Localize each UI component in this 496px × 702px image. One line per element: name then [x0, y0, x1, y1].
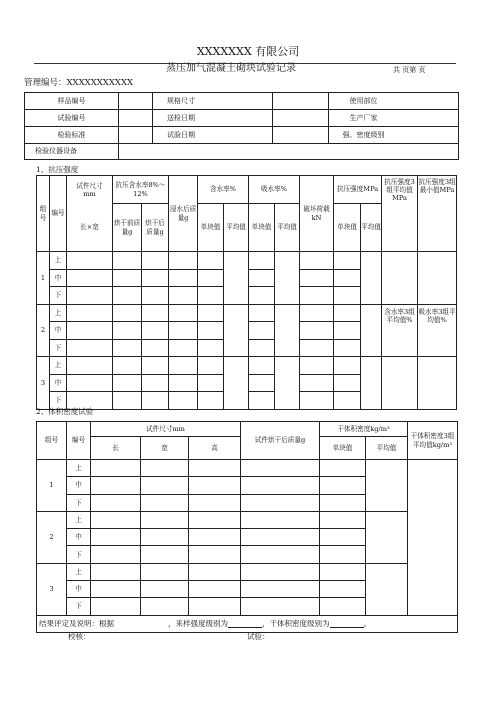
cell[interactable] — [300, 304, 334, 322]
position-middle: 中 — [67, 581, 91, 598]
cell[interactable] — [249, 374, 275, 392]
cell[interactable] — [249, 357, 275, 375]
cell[interactable] — [142, 374, 169, 392]
cell[interactable] — [300, 357, 334, 375]
cell[interactable] — [142, 287, 169, 305]
position-middle: 中 — [67, 529, 91, 546]
col-density-avg3: 干体积密度3组平均值kg/m³ — [408, 422, 458, 460]
position-top: 上 — [67, 563, 91, 580]
col-strength-single: 单块值 — [334, 204, 361, 252]
cell[interactable] — [113, 304, 142, 322]
water-avg3-label: 含水率3组平均值% — [382, 304, 418, 357]
cell[interactable] — [334, 374, 361, 392]
position-bottom: 下 — [50, 287, 67, 305]
cell[interactable] — [67, 374, 113, 392]
group-1-label: 1 — [37, 460, 67, 512]
cell[interactable] — [67, 339, 113, 357]
conclusion-text-4: 。 — [363, 618, 371, 628]
col-before-dry: 烘干前质量g — [113, 204, 142, 252]
cell[interactable] — [113, 392, 142, 410]
position-bottom: 下 — [50, 339, 67, 357]
group-2-label: 2 — [37, 304, 50, 357]
cell[interactable] — [300, 252, 334, 270]
col-strength: 抗压强度MPa — [334, 176, 382, 204]
col-failure-load: 破坏荷载kN — [300, 176, 334, 252]
cell[interactable] — [198, 357, 224, 375]
cell[interactable] — [198, 252, 224, 270]
checker-label: 校核： — [68, 632, 91, 641]
group-3-label: 3 — [37, 357, 50, 410]
cell[interactable] — [142, 252, 169, 270]
cell[interactable] — [334, 357, 361, 375]
cell[interactable] — [198, 287, 224, 305]
col-moisture: 抗压含水率8%～12% — [113, 176, 169, 204]
cell[interactable] — [189, 598, 241, 615]
cell[interactable] — [169, 357, 198, 375]
cell[interactable] — [320, 511, 366, 528]
col-size: 试件尺寸mm — [91, 422, 241, 437]
cell[interactable] — [320, 494, 366, 511]
cell[interactable] — [189, 477, 241, 494]
compressive-strength-table — [36, 175, 457, 410]
cell[interactable] — [249, 322, 275, 340]
cell[interactable] — [241, 546, 320, 563]
cell[interactable] — [275, 252, 300, 305]
cell[interactable] — [249, 252, 275, 270]
cell[interactable] — [141, 581, 189, 598]
cell[interactable] — [249, 392, 275, 410]
group-1-label: 1 — [37, 252, 50, 305]
absorb-avg3-label: 吸水率3组平均值% — [418, 304, 457, 357]
cell[interactable] — [113, 374, 142, 392]
tester-label: 试验： — [247, 632, 270, 641]
cell[interactable] — [320, 581, 366, 598]
management-number: 管理编号：XXXXXXXXXXX — [24, 78, 134, 88]
cell[interactable] — [189, 494, 241, 511]
send-date-label: 送检日期 — [153, 110, 273, 127]
cell[interactable] — [334, 392, 361, 410]
cell[interactable] — [189, 581, 241, 598]
cell[interactable] — [320, 598, 366, 615]
cell[interactable] — [142, 269, 169, 287]
cell[interactable] — [249, 304, 275, 322]
cell[interactable] — [91, 598, 141, 615]
position-top: 上 — [67, 460, 91, 477]
cell[interactable] — [300, 287, 334, 305]
cell[interactable] — [142, 339, 169, 357]
cell[interactable] — [142, 304, 169, 322]
position-middle: 中 — [50, 374, 67, 392]
cell[interactable] — [189, 546, 241, 563]
cell[interactable] — [382, 357, 418, 410]
col-absorb-avg: 平均值 — [275, 204, 300, 252]
cell[interactable] — [275, 304, 300, 357]
cell[interactable] — [189, 460, 241, 477]
strength-grade-field[interactable] — [228, 619, 262, 628]
group-2-label: 2 — [37, 511, 67, 563]
conclusion-row — [37, 615, 458, 632]
position-bottom: 下 — [67, 546, 91, 563]
cell[interactable] — [67, 322, 113, 340]
cell[interactable] — [320, 563, 366, 580]
col-water-single: 单块值 — [198, 204, 224, 252]
cell[interactable] — [320, 460, 366, 477]
cell[interactable] — [141, 511, 189, 528]
cell[interactable] — [198, 304, 224, 322]
cell[interactable] — [113, 322, 142, 340]
cell[interactable] — [142, 357, 169, 375]
cell[interactable] — [67, 252, 113, 270]
cell[interactable] — [300, 374, 334, 392]
instrument-value[interactable] — [119, 144, 459, 160]
info-table — [24, 92, 459, 160]
cell[interactable] — [169, 287, 198, 305]
col-strength-avg: 平均值 — [361, 204, 382, 252]
cell[interactable] — [320, 477, 366, 494]
grade-label: 强、密度级别 — [329, 127, 459, 144]
basis-value[interactable] — [119, 127, 153, 144]
col-absorb-single: 单块值 — [249, 204, 275, 252]
cell[interactable] — [334, 287, 361, 305]
cell[interactable] — [361, 304, 382, 357]
col-water-avg: 平均值 — [224, 204, 249, 252]
cell[interactable] — [241, 598, 320, 615]
test-no-value[interactable] — [119, 110, 153, 127]
col-number: 编号 — [50, 176, 67, 252]
cell[interactable] — [241, 477, 320, 494]
col-density-single: 单块值 — [320, 437, 366, 460]
cell[interactable] — [334, 339, 361, 357]
cell[interactable] — [361, 252, 382, 305]
test-date-label: 试验日期 — [153, 127, 273, 144]
col-group: 组号 — [37, 176, 50, 252]
cell[interactable] — [300, 322, 334, 340]
cell[interactable] — [189, 529, 241, 546]
cell[interactable] — [169, 322, 198, 340]
cell[interactable] — [198, 269, 224, 287]
basis-label: 检验标准 — [25, 127, 119, 144]
density-table — [36, 421, 458, 633]
cell[interactable] — [141, 460, 189, 477]
conclusion-text-1: 结果评定及说明：根据 — [39, 618, 114, 628]
spec-value[interactable] — [273, 93, 329, 110]
cell[interactable] — [320, 546, 366, 563]
section1-title: 1、抗压强度 — [36, 165, 79, 174]
cell[interactable] — [91, 494, 141, 511]
conclusion-text-2: ，来样强度级别为 — [168, 618, 228, 628]
cell[interactable] — [300, 269, 334, 287]
test-no-label: 试验编号 — [25, 110, 119, 127]
cell[interactable] — [224, 304, 249, 357]
cell[interactable] — [91, 511, 141, 528]
cell[interactable] — [241, 460, 320, 477]
cell[interactable] — [141, 529, 189, 546]
cell[interactable] — [113, 357, 142, 375]
company-name: XXXXXXX 有限公司 — [196, 45, 300, 58]
col-water-content: 含水率% — [198, 176, 249, 204]
cell[interactable] — [241, 581, 320, 598]
cell[interactable] — [113, 339, 142, 357]
cell[interactable] — [408, 460, 458, 616]
cell[interactable] — [91, 460, 141, 477]
cell[interactable] — [169, 304, 198, 322]
cell[interactable] — [198, 374, 224, 392]
position-bottom: 下 — [50, 392, 67, 410]
cell[interactable] — [91, 529, 141, 546]
section2-title: 2、体积密度试验 — [36, 407, 94, 416]
cell[interactable] — [361, 357, 382, 410]
cell[interactable] — [189, 511, 241, 528]
cell[interactable] — [224, 357, 249, 410]
test-date-value[interactable] — [273, 127, 329, 144]
instrument-label: 检验仪器设备 — [25, 144, 119, 160]
cell[interactable] — [67, 304, 113, 322]
cell[interactable] — [169, 252, 198, 270]
unit-label: 使用部位 — [329, 93, 459, 110]
cell[interactable] — [113, 269, 142, 287]
spec-label: 规格尺寸 — [153, 93, 273, 110]
cell[interactable] — [366, 511, 408, 563]
col-number: 编号 — [67, 422, 91, 460]
cell[interactable] — [91, 477, 141, 494]
cell[interactable] — [91, 563, 141, 580]
cell[interactable] — [224, 252, 249, 305]
maker-label: 生产厂家 — [329, 110, 459, 127]
position-top: 上 — [50, 252, 67, 270]
col-absorption: 吸水率% — [249, 176, 300, 204]
cell[interactable] — [113, 252, 142, 270]
document-title: 蒸压加气混凝土砌块试验记录 — [166, 63, 296, 74]
cell[interactable] — [418, 252, 457, 305]
cell[interactable] — [275, 357, 300, 410]
title-rule — [34, 63, 456, 64]
cell[interactable] — [334, 269, 361, 287]
col-dry-mass: 试件烘干后质量g — [241, 422, 320, 460]
cell[interactable] — [141, 546, 189, 563]
cell[interactable] — [418, 357, 457, 410]
cell[interactable] — [334, 304, 361, 322]
density-grade-field[interactable] — [330, 619, 364, 628]
cell[interactable] — [300, 392, 334, 410]
cell[interactable] — [169, 392, 198, 410]
cell[interactable] — [249, 269, 275, 287]
cell[interactable] — [198, 322, 224, 340]
position-top: 上 — [50, 304, 67, 322]
cell[interactable] — [91, 546, 141, 563]
cell[interactable] — [169, 269, 198, 287]
position-bottom: 下 — [67, 494, 91, 511]
cell[interactable] — [249, 339, 275, 357]
conclusion-text-3: ，干体积密度级别为 — [262, 618, 330, 628]
col-density-avg: 平均值 — [366, 437, 408, 460]
cell[interactable] — [91, 581, 141, 598]
cell[interactable] — [241, 511, 320, 528]
position-top: 上 — [67, 511, 91, 528]
col-size: 试件尺寸mm — [67, 176, 113, 204]
col-group: 组号 — [37, 422, 67, 460]
position-middle: 中 — [50, 322, 67, 340]
cell[interactable] — [198, 339, 224, 357]
position-middle: 中 — [50, 269, 67, 287]
cell[interactable] — [198, 392, 224, 410]
cell[interactable] — [67, 357, 113, 375]
cell[interactable] — [141, 598, 189, 615]
cell[interactable] — [169, 339, 198, 357]
page-info: 共 页第 页 — [393, 66, 426, 74]
group-3-label: 3 — [37, 563, 67, 615]
sample-no-label: 样品编号 — [25, 93, 119, 110]
position-middle: 中 — [67, 477, 91, 494]
sample-no-value[interactable] — [119, 93, 153, 110]
col-size-lxw: 长×宽 — [67, 204, 113, 252]
col-length: 长 — [91, 437, 141, 460]
cell[interactable] — [320, 529, 366, 546]
col-avg-strength: 抗压强度3组平均值MPa — [382, 176, 418, 252]
col-min-strength: 抗压强度3组最小值MPa — [418, 176, 457, 252]
cell[interactable] — [67, 269, 113, 287]
col-height: 高 — [189, 437, 241, 460]
cell[interactable] — [189, 563, 241, 580]
cell[interactable] — [141, 494, 189, 511]
col-after-dry: 烘干后质量g — [142, 204, 169, 252]
cell[interactable] — [300, 339, 334, 357]
send-date-value[interactable] — [273, 110, 329, 127]
cell[interactable] — [366, 460, 408, 512]
cell[interactable] — [334, 322, 361, 340]
cell[interactable] — [241, 563, 320, 580]
cell[interactable] — [334, 252, 361, 270]
cell[interactable] — [249, 287, 275, 305]
cell[interactable] — [141, 477, 189, 494]
cell[interactable] — [67, 287, 113, 305]
cell[interactable] — [169, 374, 198, 392]
col-width: 宽 — [141, 437, 189, 460]
cell[interactable] — [142, 392, 169, 410]
cell[interactable] — [382, 252, 418, 305]
cell[interactable] — [366, 563, 408, 615]
cell[interactable] — [241, 494, 320, 511]
cell[interactable] — [141, 563, 189, 580]
position-bottom: 下 — [67, 598, 91, 615]
cell[interactable] — [241, 529, 320, 546]
cell[interactable] — [113, 287, 142, 305]
cell[interactable] — [142, 322, 169, 340]
col-density: 干体积密度kg/m³ — [320, 422, 408, 437]
position-top: 上 — [50, 357, 67, 375]
col-soaked-mass: 浸水后质量g — [169, 176, 198, 252]
